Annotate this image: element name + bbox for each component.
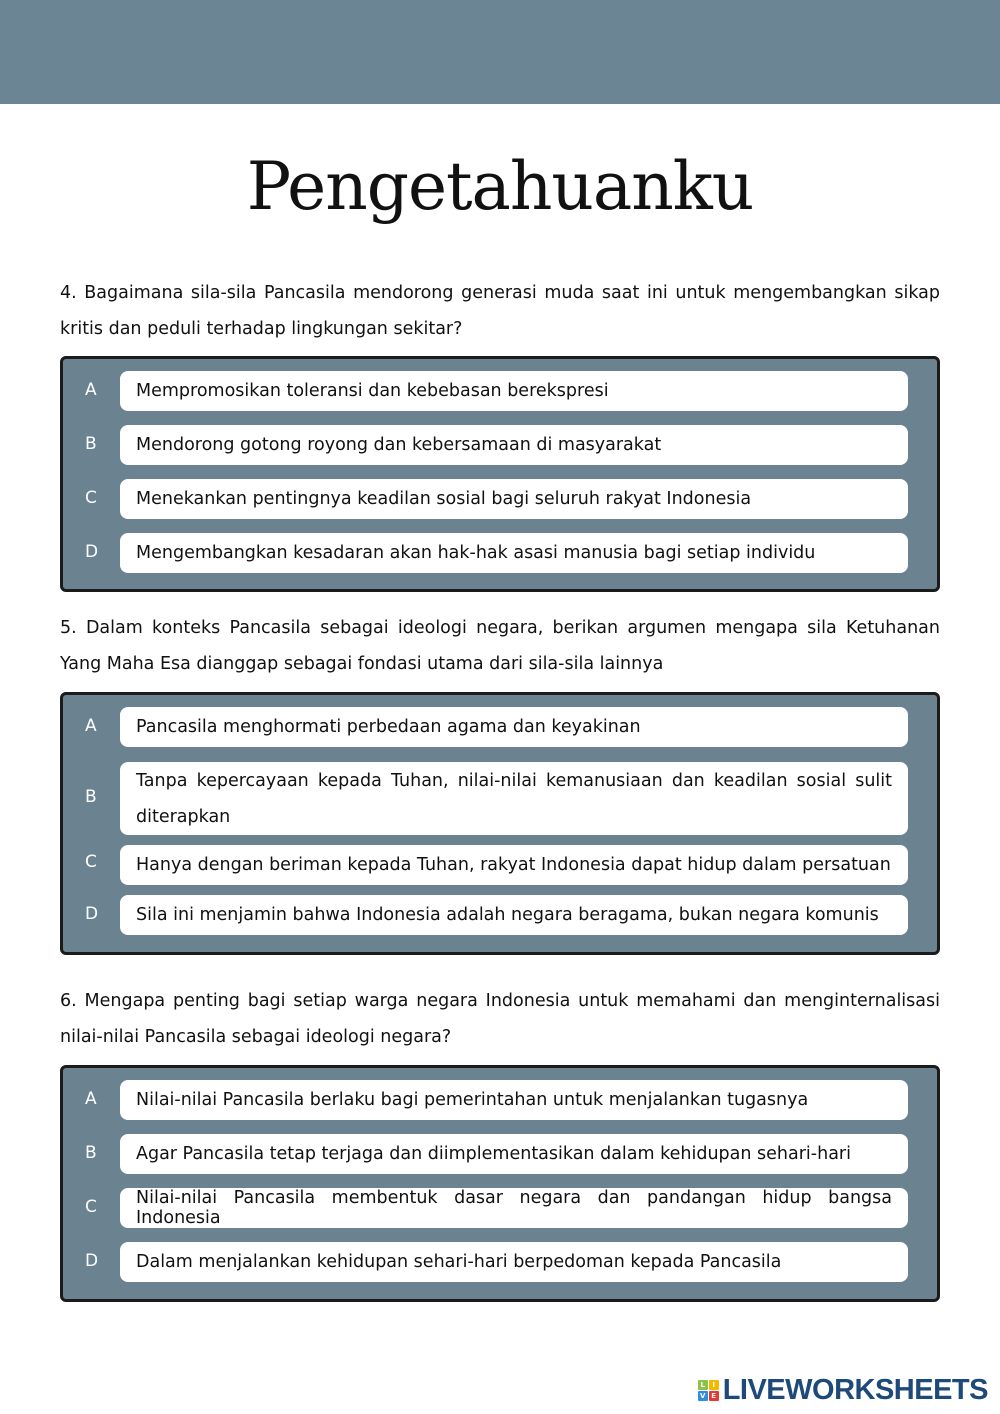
logo-tile: V	[698, 1391, 708, 1401]
logo-text: LIVEWORKSHEETS	[722, 1374, 988, 1406]
logo-tile: L	[698, 1380, 708, 1390]
options-panel-6	[60, 1065, 940, 1302]
option-letter: B	[85, 787, 97, 807]
logo-tile: I	[709, 1380, 719, 1390]
option-text[interactable]: Mempromosikan toleransi dan kebebasan berekspresi	[120, 371, 908, 411]
option-text[interactable]: Menekankan pentingnya keadilan sosial bagi seluruh rakyat Indonesia	[120, 479, 908, 519]
option-text[interactable]: Pancasila menghormati perbedaan agama dan keyakinan	[120, 707, 908, 747]
logo-tile: E	[709, 1391, 719, 1401]
option-text[interactable]: Agar Pancasila tetap terjaga dan diimplementasikan dalam kehidupan sehari-hari	[120, 1134, 908, 1174]
liveworksheets-logo	[698, 1374, 988, 1407]
option-letter: C	[85, 488, 97, 508]
option-letter: A	[85, 380, 97, 400]
option-text[interactable]: Dalam menjalankan kehidupan sehari-hari berpedoman kepada Pancasila	[120, 1242, 908, 1282]
page-title: Pengetahuanku	[246, 148, 754, 225]
option-text[interactable]: Nilai-nilai Pancasila berlaku bagi pemerintahan untuk menjalankan tugasnya	[120, 1080, 908, 1120]
options-panel-4	[60, 356, 940, 592]
question-5: 5. Dalam konteks Pancasila sebagai ideologi negara, berikan argumen mengapa sila Ketuhanan Yang Maha Esa dianggap sebagai fondasi utama dari sila-sila lainnya	[60, 618, 940, 674]
option-letter: C	[85, 852, 97, 872]
option-text[interactable]: Mendorong gotong royong dan kebersamaan di masyarakat	[120, 425, 908, 465]
option-letter: A	[85, 716, 97, 736]
option-text[interactable]: Tanpa kepercayaan kepada Tuhan, nilai-nilai kemanusiaan dan keadilan sosial sulit diterapkan	[120, 762, 908, 835]
option-letter: D	[85, 1251, 99, 1271]
option-text[interactable]: Nilai-nilai Pancasila membentuk dasar negara dan pandangan hidup bangsa Indonesia	[120, 1188, 908, 1228]
option-letter: C	[85, 1197, 97, 1217]
question-4: 4. Bagaimana sila-sila Pancasila mendorong generasi muda saat ini untuk mengembangkan sikap kritis dan peduli terhadap lingkungan sekitar?	[60, 283, 940, 339]
option-letter: D	[85, 542, 99, 562]
options-panel-5	[60, 692, 940, 955]
option-text[interactable]: Hanya dengan beriman kepada Tuhan, rakyat Indonesia dapat hidup dalam persatuan	[120, 845, 908, 885]
option-letter: A	[85, 1089, 97, 1109]
option-text[interactable]: Sila ini menjamin bahwa Indonesia adalah negara beragama, bukan negara komunis	[120, 895, 908, 935]
option-letter: B	[85, 1143, 97, 1163]
question-6: 6. Mengapa penting bagi setiap warga negara Indonesia untuk memahami dan menginternalisasi nilai-nilai Pancasila sebagai ideologi negara?	[60, 991, 940, 1047]
option-letter: B	[85, 434, 97, 454]
logo-tiles-icon	[698, 1380, 719, 1401]
option-letter: D	[85, 904, 99, 924]
header-bar	[0, 0, 1000, 104]
option-text[interactable]: Mengembangkan kesadaran akan hak-hak asasi manusia bagi setiap individu	[120, 533, 908, 573]
